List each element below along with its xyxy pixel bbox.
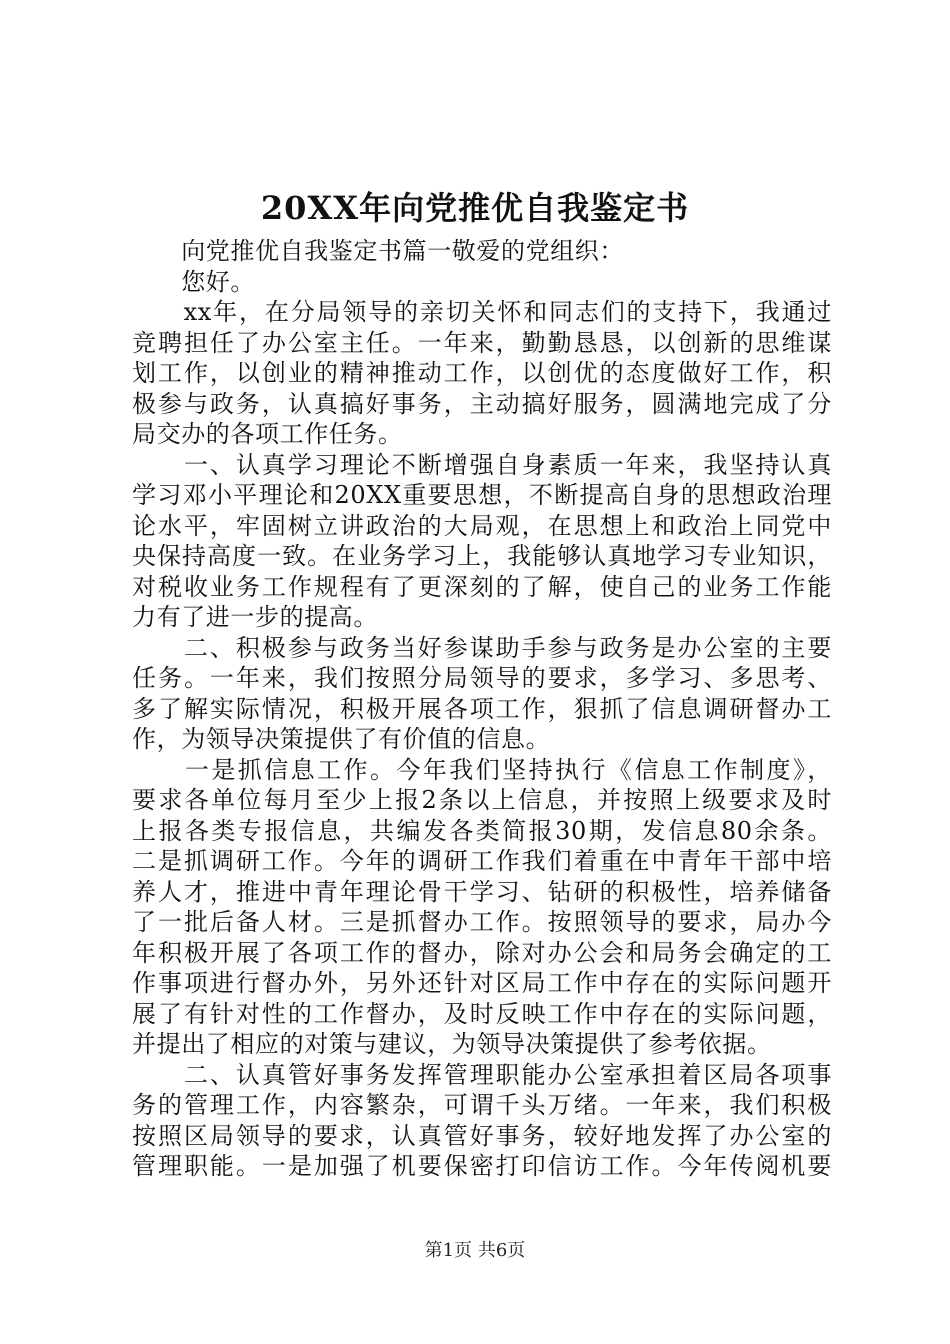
text-line: 任务。一年来，我们按照分局领导的要求，多学习、多思考、: [132, 664, 832, 692]
document-body: [132, 236, 832, 1182]
text-line: 力有了进一步的提高。: [132, 603, 378, 631]
text-line: xx年，在分局领导的亲切关怀和同志们的支持下，我通过: [132, 298, 832, 326]
text-line: 局交办的各项工作任务。: [132, 420, 403, 448]
text-line: 二是抓调研工作。今年的调研工作我们着重在中青年干部中培: [132, 847, 832, 875]
text-line: 并提出了相应的对策与建议，为领导决策提供了参考依据。: [132, 1030, 772, 1058]
page-footer: 第1页 共6页: [424, 1240, 526, 1261]
text-line: 养人才，推进中青年理论骨干学习、钻研的积极性，培养储备: [132, 877, 832, 906]
text-line: 论水平，牢固树立讲政治的大局观，在思想上和政治上同党中: [132, 511, 832, 540]
text-line: 二、认真管好事务发挥管理职能办公室承担着区局各项事: [132, 1060, 832, 1089]
text-line: 管理职能。一是加强了机要保密打印信访工作。今年传阅机要: [132, 1152, 832, 1180]
text-line: 对税收业务工作规程有了更深刻的了解，使自己的业务工作能: [132, 572, 832, 601]
text-line: 向党推优自我鉴定书篇一敬爱的党组织：: [132, 237, 624, 265]
text-line: 二、积极参与政务当好参谋助手参与政务是办公室的主要: [132, 633, 832, 662]
text-line: 了一批后备人材。三是抓督办工作。按照领导的要求，局办今: [132, 908, 832, 936]
text-line: 央保持高度一致。在业务学习上，我能够认真地学习专业知识，: [132, 542, 832, 570]
text-line: 极参与政务，认真搞好事务，主动搞好服务，圆满地完成了分: [132, 389, 832, 418]
text-line: 学习邓小平理论和20XX重要思想，不断提高自身的思想政治理: [132, 481, 832, 509]
text-line: 务的管理工作，内容繁杂，可谓千头万绪。一年来，我们积极: [132, 1091, 832, 1119]
text-line: 划工作，以创业的精神推动工作，以创优的态度做好工作，积: [132, 359, 832, 387]
document-title: 20XX年向党推优自我鉴定书: [260, 189, 690, 227]
text-line: 年积极开展了各项工作的督办，除对办公会和局务会确定的工: [132, 938, 832, 967]
text-line: 一、认真学习理论不断增强自身素质一年来，我坚持认真: [132, 450, 832, 479]
text-line: 按照区局领导的要求，认真管好事务，较好地发挥了办公室的: [132, 1121, 832, 1150]
text-line: 您好。: [132, 267, 255, 296]
text-line: 上报各类专报信息，共编发各类简报30期，发信息80余条。: [132, 816, 832, 845]
text-line: 一是抓信息工作。今年我们坚持执行《信息工作制度》，: [132, 755, 832, 784]
text-line: 要求各单位每月至少上报2条以上信息，并按照上级要求及时: [132, 786, 832, 814]
text-line: 作，为领导决策提供了有价值的信息。: [132, 725, 551, 753]
text-line: 展了有针对性的工作督办，及时反映工作中存在的实际问题，: [132, 999, 832, 1028]
text-line: 竞聘担任了办公室主任。一年来，勤勤恳恳，以创新的思维谋: [132, 328, 832, 357]
text-line: 作事项进行督办外，另外还针对区局工作中存在的实际问题开: [132, 969, 832, 997]
text-line: 多了解实际情况，积极开展各项工作，狠抓了信息调研督办工: [132, 694, 832, 723]
